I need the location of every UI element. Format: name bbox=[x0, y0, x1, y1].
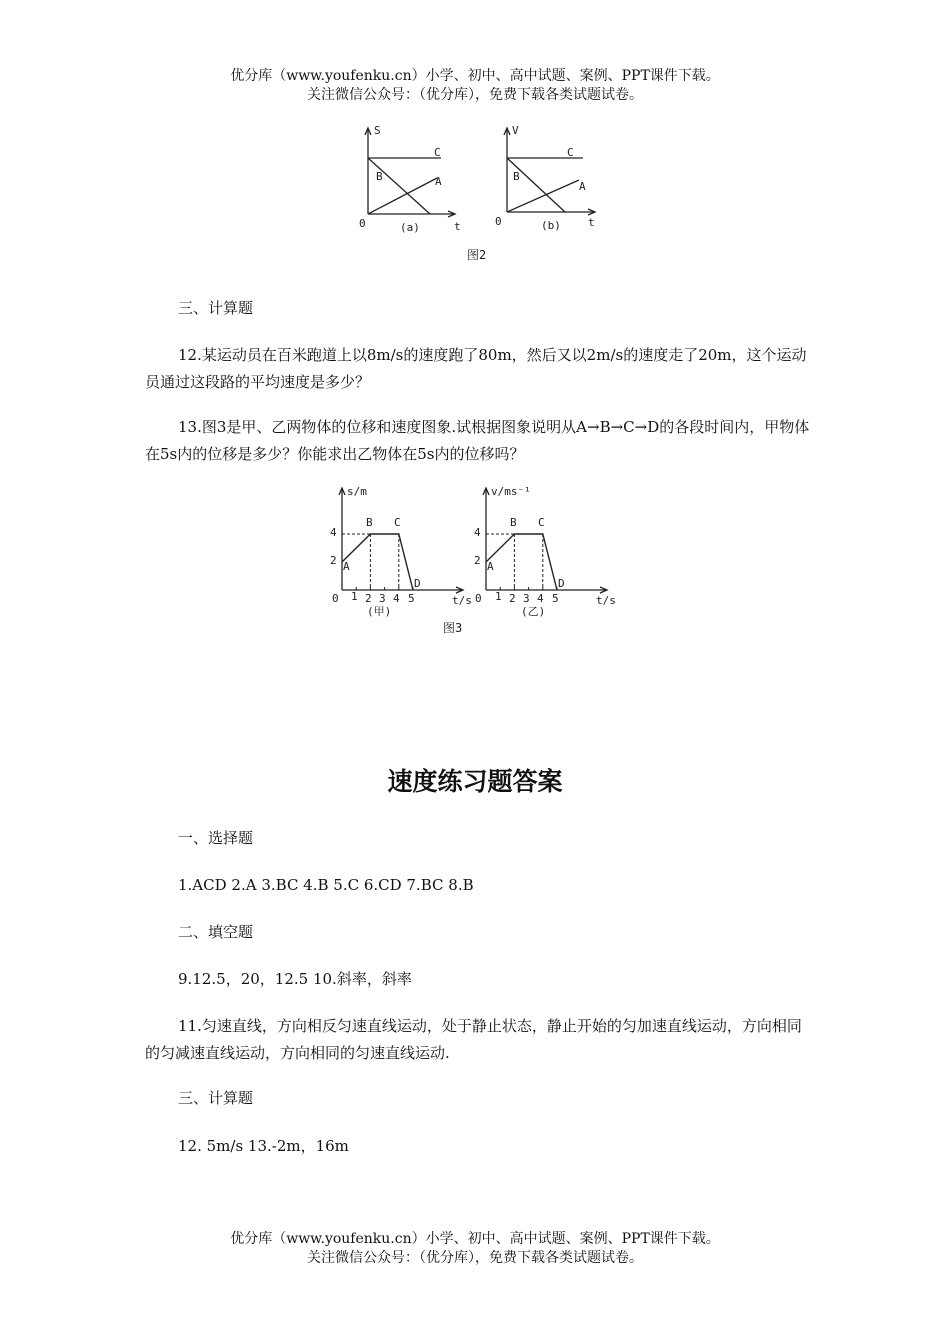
graph-yi-y-label: v/ms⁻¹ bbox=[491, 485, 531, 498]
answers-sec3-heading: 三、计算题 bbox=[178, 1089, 254, 1107]
figure-2 bbox=[355, 118, 605, 268]
graph-jia-xtick-0: 0 bbox=[332, 592, 339, 605]
answers-calc: 12. 5m/s 13.-2m，16m bbox=[178, 1137, 349, 1155]
graph-jia-ytick-2: 2 bbox=[330, 554, 337, 567]
graph-jia-point-c: C bbox=[394, 516, 401, 529]
graph-b-label-b: B bbox=[513, 170, 520, 183]
graph-b-line-b bbox=[507, 158, 565, 212]
section-calc-heading: 三、计算题 bbox=[178, 299, 254, 317]
graph-yi-point-a: A bbox=[487, 560, 494, 573]
footer-line-2: 关注微信公众号：（优分库），免费下载各类试题试卷。 bbox=[307, 1250, 643, 1266]
graph-a-line-a bbox=[368, 178, 437, 214]
graph-b-label-c: C bbox=[567, 146, 574, 159]
graph-jia-point-d: D bbox=[414, 577, 421, 590]
graph-yi-xtick-2: 2 bbox=[509, 592, 516, 605]
graph-jia-xtick-2: 2 bbox=[365, 592, 372, 605]
graph-b-origin: 0 bbox=[495, 215, 502, 228]
footer-line-1: 优分库（www.youfenku.cn）小学、初中、高中试题、案例、PPT课件下载。 bbox=[230, 1231, 720, 1247]
graph-jia-y-label: s/m bbox=[347, 485, 367, 498]
graph-yi-series-line bbox=[486, 534, 557, 590]
graph-b-x-label: t bbox=[588, 216, 595, 229]
graph-jia-xtick-3: 3 bbox=[379, 592, 386, 605]
answers-sec2-heading: 二、填空题 bbox=[178, 923, 254, 941]
graph-a-label-b: B bbox=[376, 170, 383, 183]
graph-yi-marks bbox=[486, 534, 557, 590]
graph-a-label-c: C bbox=[434, 146, 441, 159]
answers-choice: 1.ACD 2.A 3.BC 4.B 5.C 6.CD 7.BC 8.B bbox=[178, 876, 474, 894]
page-footer bbox=[0, 1230, 950, 1268]
page-header bbox=[0, 67, 950, 105]
graph-yi-xtick-5: 5 bbox=[552, 592, 559, 605]
graph-jia-xtick-5: 5 bbox=[408, 592, 415, 605]
graph-jia-series-line bbox=[342, 534, 413, 590]
graph-jia-x-label: t/s bbox=[452, 594, 472, 607]
graph-jia-ytick-4: 4 bbox=[330, 526, 337, 539]
graph-yi-x-label: t/s bbox=[596, 594, 616, 607]
figure-3-caption: 图3 bbox=[443, 621, 463, 635]
graph-b-label-a: A bbox=[579, 180, 586, 193]
graph-yi-ytick-2: 2 bbox=[474, 554, 481, 567]
graph-jia-marks bbox=[342, 534, 413, 590]
graph-yi-point-d: D bbox=[558, 577, 565, 590]
graph-yi-xtick-1: 1 bbox=[495, 590, 502, 603]
graph-yi-xtick-4: 4 bbox=[537, 592, 544, 605]
figure-3 bbox=[325, 480, 625, 640]
graph-jia-point-a: A bbox=[343, 560, 350, 573]
header-line-1: 优分库（www.youfenku.cn）小学、初中、高中试题、案例、PPT课件下载。 bbox=[230, 68, 720, 84]
answers-q11: 11.匀速直线，方向相反匀速直线运动，处于静止状态，静止开始的匀加速直线运动，方向相同的匀减速直线运动，方向相同的匀速直线运动. bbox=[145, 1017, 802, 1062]
question-13: 13.图3是甲、乙两物体的位移和速度图象.试根据图象说明从A→B→C→D的各段时间内，甲物体在5s内的位移是多少？你能求出乙物体在5s内的位移吗？ bbox=[145, 418, 810, 463]
graph-jia-point-b: B bbox=[366, 516, 373, 529]
graph-a-y-label: S bbox=[374, 124, 381, 137]
graph-yi-sublabel: (乙) bbox=[521, 605, 546, 618]
graph-jia-xtick-4: 4 bbox=[393, 592, 400, 605]
graph-a-sublabel: (a) bbox=[400, 221, 420, 234]
graph-yi-point-c: C bbox=[538, 516, 545, 529]
answers-sec1-heading: 一、选择题 bbox=[178, 829, 254, 847]
question-12: 12.某运动员在百米跑道上以8m/s的速度跑了80m，然后又以2m/s的速度走了20m，这个运动员通过这段路的平均速度是多少？ bbox=[145, 346, 807, 391]
graph-b-y-label: V bbox=[512, 124, 519, 137]
graph-jia-sublabel: (甲) bbox=[367, 605, 392, 618]
graph-yi-point-b: B bbox=[510, 516, 517, 529]
graph-yi-xtick-0: 0 bbox=[475, 592, 482, 605]
graph-b-sublabel: (b) bbox=[541, 219, 561, 232]
graph-yi-ytick-4: 4 bbox=[474, 526, 481, 539]
header-line-2: 关注微信公众号：（优分库），免费下载各类试题试卷。 bbox=[307, 87, 643, 103]
figure-2-caption: 图2 bbox=[467, 248, 487, 262]
answers-fill: 9.12.5，20，12.5 10.斜率，斜率 bbox=[178, 970, 412, 988]
graph-a-origin: 0 bbox=[359, 217, 366, 230]
graph-yi-xtick-3: 3 bbox=[523, 592, 530, 605]
graph-a-label-a: A bbox=[435, 175, 442, 188]
answers-title: 速度练习题答案 bbox=[387, 767, 563, 796]
graph-a-x-label: t bbox=[454, 220, 461, 233]
graph-jia-xtick-1: 1 bbox=[351, 590, 358, 603]
graph-b-line-a bbox=[507, 180, 579, 212]
